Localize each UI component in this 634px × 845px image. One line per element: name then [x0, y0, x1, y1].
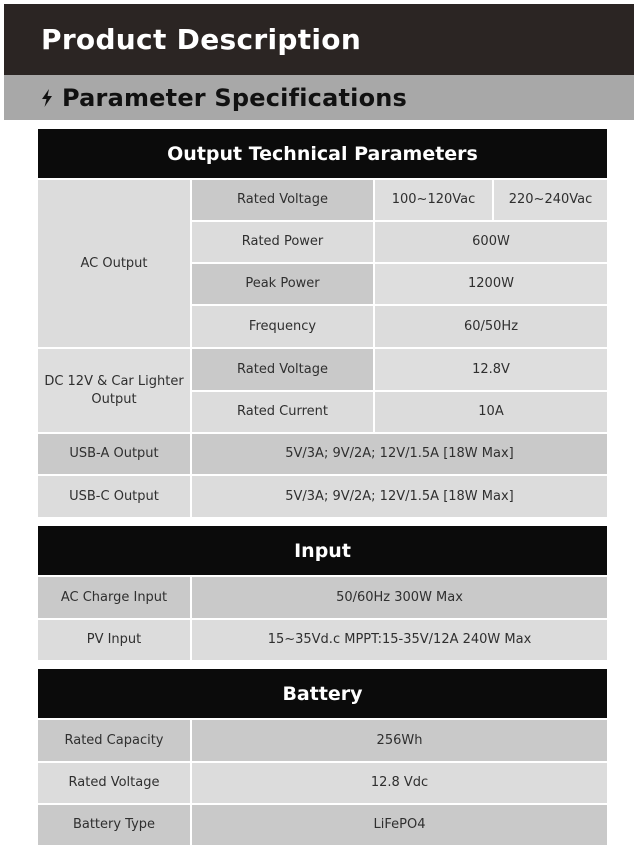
input-title: Input: [294, 539, 351, 562]
ac-output-label-text: AC Output: [80, 255, 148, 271]
product-description-header: [4, 4, 634, 75]
value-text: 12.8 Vdc: [370, 775, 429, 790]
lightning-bolt-icon: [40, 89, 54, 107]
dc-output-label-text: DC 12V & Car Lighter Output: [44, 373, 184, 407]
battery-type-label: [38, 805, 190, 845]
ac-frequency-value: [375, 306, 607, 347]
value-text: 256Wh: [376, 732, 423, 748]
ac-peak-power-param: [192, 264, 373, 304]
label-text: PV Input: [86, 632, 142, 647]
ac-rated-voltage-value-b: [494, 180, 607, 220]
usb-c-label: [38, 476, 190, 517]
usb-c-value: [192, 476, 607, 517]
value-text: 1200W: [468, 276, 514, 291]
battery-title: Battery: [282, 682, 363, 705]
pv-input-label: [38, 620, 190, 660]
battery-rated-voltage-value: [192, 763, 607, 803]
usb-a-value: [192, 434, 607, 474]
section-subtitle: Parameter Specifications: [62, 83, 408, 112]
label-text: Battery Type: [72, 817, 156, 832]
label-text: AC Charge Input: [60, 589, 168, 605]
param-text: Frequency: [248, 318, 317, 334]
value-text: 60/50Hz: [463, 318, 519, 334]
value-text: 5V/3A; 9V/2A; 12V/1.5A [18W Max]: [285, 446, 514, 461]
rated-capacity-label: [38, 720, 190, 761]
ac-charge-input-label: [38, 577, 190, 618]
label-text: USB-A Output: [69, 446, 159, 461]
output-title: Output Technical Parameters: [167, 142, 478, 165]
ac-rated-voltage-value-a: [375, 180, 492, 220]
ac-frequency-param: [192, 306, 373, 347]
value-text: 12.8V: [472, 361, 510, 377]
dc-rated-voltage-value: [375, 349, 607, 390]
param-text: Rated Voltage: [237, 192, 328, 207]
value-text: LiFePO4: [373, 817, 426, 832]
label-text: Rated Capacity: [64, 732, 164, 748]
parameter-specifications-header: [4, 75, 634, 120]
page-title: Product Description: [41, 23, 362, 56]
dc-output-label: [38, 349, 190, 432]
dc-rated-current-param: [192, 392, 373, 432]
dc-rated-voltage-param: [192, 349, 373, 390]
rated-capacity-value: [192, 720, 607, 761]
input-section-header: [38, 526, 607, 575]
ac-output-label: [38, 180, 190, 347]
usb-a-label: [38, 434, 190, 474]
value-text: 100~120Vac: [391, 192, 476, 207]
value-text: 10A: [478, 404, 504, 419]
value-text: 15~35Vd.c MPPT:15-35V/12A 240W Max: [267, 632, 532, 647]
value-text: 600W: [472, 234, 510, 249]
ac-peak-power-value: [375, 264, 607, 304]
ac-rated-voltage-param: [192, 180, 373, 220]
param-text: Peak Power: [245, 276, 320, 291]
battery-type-value: [192, 805, 607, 845]
battery-rated-voltage-label: [38, 763, 190, 803]
ac-rated-power-value: [375, 222, 607, 262]
param-text: Rated Power: [241, 234, 324, 249]
value-text: 5V/3A; 9V/2A; 12V/1.5A [18W Max]: [285, 488, 514, 504]
output-section-header: [38, 129, 607, 178]
label-text: USB-C Output: [69, 488, 159, 504]
param-text: Rated Voltage: [237, 361, 328, 377]
param-text: Rated Current: [236, 404, 329, 419]
ac-charge-input-value: [192, 577, 607, 618]
pv-input-value: [192, 620, 607, 660]
value-text: 220~240Vac: [508, 192, 593, 207]
ac-rated-power-param: [192, 222, 373, 262]
value-text: 50/60Hz 300W Max: [336, 589, 463, 605]
battery-section-header: [38, 669, 607, 718]
label-text: Rated Voltage: [68, 775, 160, 790]
dc-rated-current-value: [375, 392, 607, 432]
